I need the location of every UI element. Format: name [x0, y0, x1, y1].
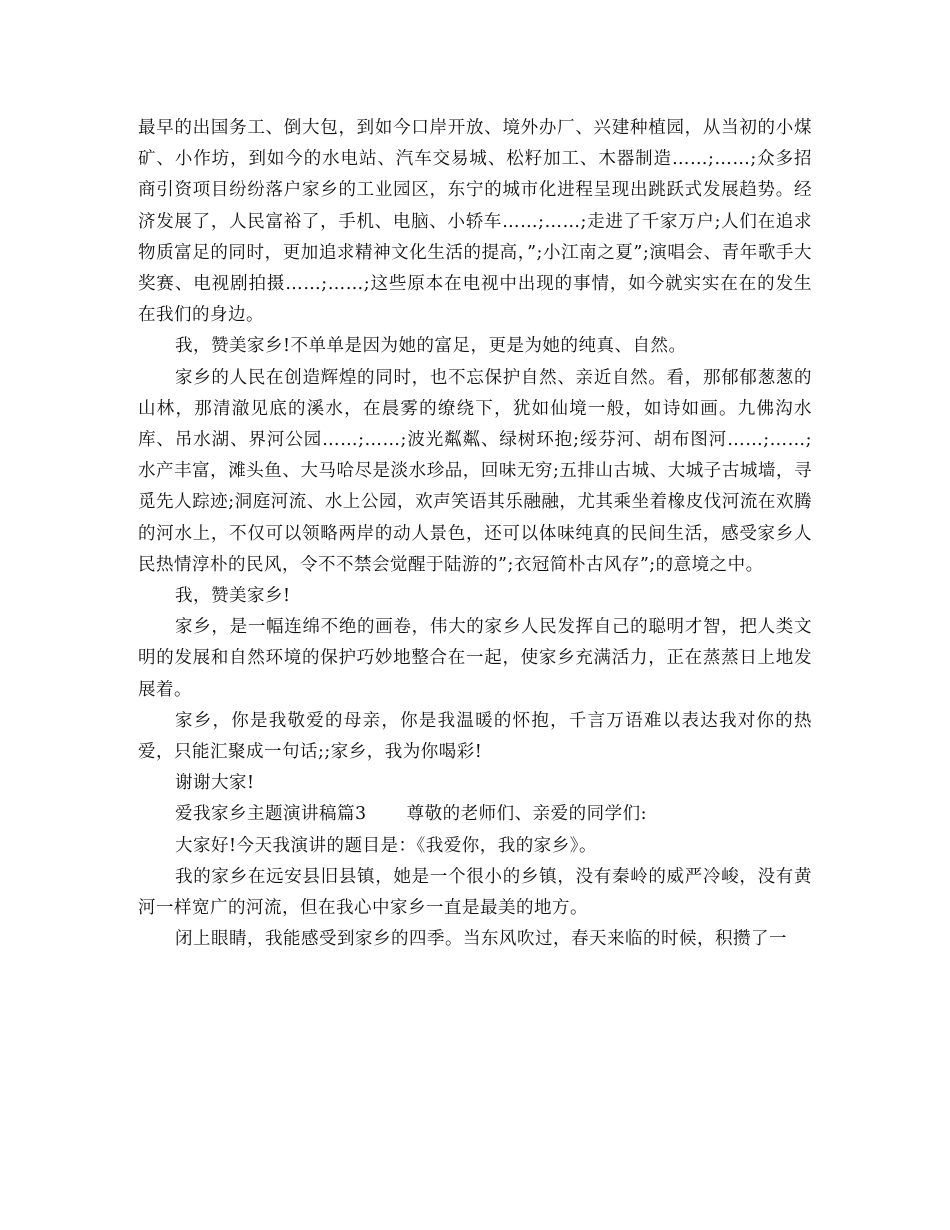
paragraph-economy: 最早的出国务工、倒大包，到如今口岸开放、境外办厂、兴建种植园，从当初的小煤矿、小作坊，到如今的水电站、汽车交易城、松籽加工、木器制造……;……;众多招商引资项目纷纷落户家乡的工业园区，东宁的城市化进程呈现出跳跃式发展趋势。经济发展了，人民富裕了，手机、电脑、小轿车……;……;走进了千家万户;人们在追求物质富足的同时，更加追求精神文化生活的提高，”;小江南之夏”;演唱会、青年歌手大奖赛、电视剧拍摄……;……;这些原本在电视中出现的事情，如今就实实在在的发生在我们的身边。: [138, 118, 812, 326]
paragraph-hometown: 我的家乡在远安县旧县镇，她是一个很小的乡镇，没有秦岭的威严冷峻，没有黄河一样宽广的河流，但在我心中家乡一直是最美的地方。: [138, 866, 812, 919]
paragraph-praise-short: 我，赞美家乡!: [175, 586, 291, 607]
section-title: 爱我家乡主题演讲稿篇3: [175, 804, 367, 825]
section-heading: [138, 799, 812, 830]
salutation: 尊敬的老师们、亲爱的同学们:: [406, 804, 648, 825]
paragraph-thanks: 谢谢大家!: [175, 773, 255, 794]
paragraph-seasons: 闭上眼睛，我能感受到家乡的四季。当东风吹过，春天来临的时候，积攒了一: [175, 929, 787, 950]
paragraph-praise-nature: 我，赞美家乡!不单单是因为她的富足，更是为她的纯真、自然。: [175, 336, 687, 357]
paragraph-mother: 家乡，你是我敬爱的母亲，你是我温暖的怀抱，千言万语难以表达我对你的热爱，只能汇聚成一句话;;家乡，我为你喝彩!: [138, 710, 812, 763]
paragraph-nature-scenery: 家乡的人民在创造辉煌的同时，也不忘保护自然、亲近自然。看，那郁郁葱葱的山林，那清澈见底的溪水，在晨雾的缭绕下，犹如仙境一般，如诗如画。九佛沟水库、吊水湖、界河公园……;……;波光粼粼、绿树环抱;绥芬河、胡布图河……;……;水产丰富，滩头鱼、大马哈尽是淡水珍品，回味无穷;五排山古城、大城子古城墙，寻觅先人踪迹;洞庭河流、水上公园，欢声笑语其乐融融，尤其乘坐着橡皮伐河流在欢腾的河水上，不仅可以领略两岸的动人景色，还可以体味纯真的民间生活，感受家乡人民热情淳朴的民风，令不不禁会觉醒于陆游的”;衣冠简朴古风存”;的意境之中。: [138, 367, 812, 575]
document-body: [138, 113, 812, 955]
paragraph-painting: 家乡，是一幅连绵不绝的画卷，伟大的家乡人民发挥自己的聪明才智，把人类文明的发展和自然环境的保护巧妙地整合在一起，使家乡充满活力，正在蒸蒸日上地发展着。: [138, 617, 812, 700]
paragraph-greeting: 大家好!今天我演讲的题目是：《我爱你，我的家乡》。: [175, 835, 598, 856]
